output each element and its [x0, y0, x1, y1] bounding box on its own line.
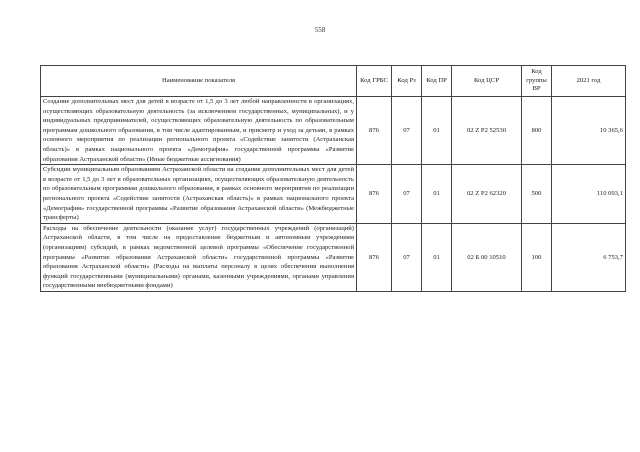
row-grbs: 876: [357, 97, 392, 165]
row-rz: 07: [392, 223, 422, 291]
header-name: Наименование показателя: [41, 66, 357, 97]
table-row: [41, 97, 626, 165]
row-vr: 800: [522, 97, 552, 165]
row-rz: 07: [392, 97, 422, 165]
row-grbs: 876: [357, 165, 392, 224]
header-pr: Код ПР: [422, 66, 452, 97]
row-amount: 6 753,7: [552, 223, 626, 291]
row-rz: 07: [392, 165, 422, 224]
row-csr: 02 Z P2 62320: [452, 165, 522, 224]
row-name: Расходы на обеспечение деятельности (оказание услуг) государственных учреждений (организаций) Астраханской области, в том числе на предоставление бюджетным и автономным учреждениям (организациям) субсидий, в рамках ведомственной целевой программы «Обеспечение государственной программы «Развитие образования Астраханской области» государственной программы «Развитие образования Астраханской области» (Расходы на выплаты персоналу в целях обеспечения выполнения функций государственными (муниципальными) органами, казенными учреждениями, органами управления государственными внебюджетными фондами): [41, 223, 357, 291]
budget-table: [40, 65, 626, 292]
row-name: Субсидии муниципальным образованиям Астраханской области на создание дополнительных мест для детей в возрасте от 1,5 до 3 лет в образовательных организациях, осуществляющих образовательную деятельность по образовательным программам дошкольного образования, в рамках основного мероприятия по реализации регионального проекта «Содействие занятости (Астраханская область)» в рамках национального проекта «Демография» государственной программы «Развитие образования Астраханской области» (Межбюджетные трансферты): [41, 165, 357, 224]
table-row: [41, 165, 626, 224]
table-header-row: [41, 66, 626, 97]
table-row: [41, 223, 626, 291]
header-vr: Код группы ВР: [522, 66, 552, 97]
row-name: Создание дополнительных мест для детей в возрасте от 1,5 до 3 лет любой направленности в организациях, осуществляющих образовательную деятельность (за исключением государственных, муниципальных), и у индивидуальных предпринимателей, осуществляющих образовательную деятельность по образовательным программам дошкольного образования, в том числе адаптированным, и присмотр и уход за детьми, в рамках основного мероприятия по реализации регионального проекта «Содействие занятости (Астраханская область)» в рамках национального проекта «Демография» государственной программы «Развитие образования Астраханской области» (Иные бюджетные ассигнования): [41, 97, 357, 165]
row-csr: 02 Б 00 10510: [452, 223, 522, 291]
row-pr: 01: [422, 97, 452, 165]
row-pr: 01: [422, 223, 452, 291]
row-grbs: 876: [357, 223, 392, 291]
header-rz: Код Рз: [392, 66, 422, 97]
header-year: 2021 год: [552, 66, 626, 97]
row-vr: 100: [522, 223, 552, 291]
row-amount: 110 093,1: [552, 165, 626, 224]
header-grbs: Код ГРБС: [357, 66, 392, 97]
row-amount: 10 365,6: [552, 97, 626, 165]
page-number: 558: [314, 26, 326, 34]
row-pr: 01: [422, 165, 452, 224]
row-vr: 500: [522, 165, 552, 224]
header-csr: Код ЦСР: [452, 66, 522, 97]
row-csr: 02 Z P2 52530: [452, 97, 522, 165]
